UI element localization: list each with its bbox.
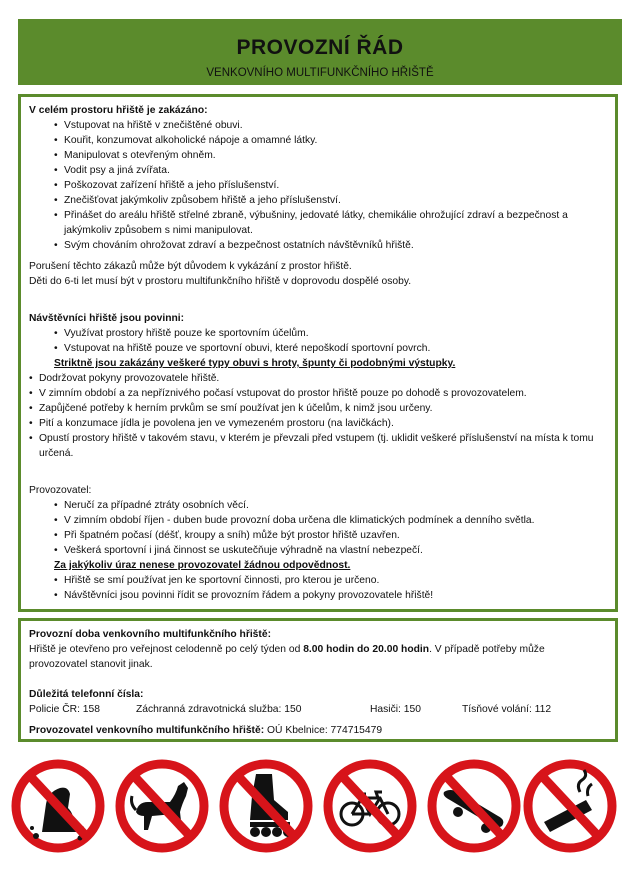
list-item: • Poškozovat zařízení hřiště a jeho příslušenství. bbox=[29, 178, 607, 193]
list-item: • Manipulovat s otevřeným ohněm. bbox=[29, 148, 607, 163]
list-item: • Vstupovat na hřiště v znečištěné obuvi. bbox=[29, 118, 607, 133]
list-item: • Vodit psy a jiná zvířata. bbox=[29, 163, 607, 178]
forbidden-list bbox=[29, 118, 607, 253]
list-item: • Zapůjčené potřeby k herním prvkům se smí používat jen k účelům, k nimž jsou určeny. bbox=[29, 401, 607, 416]
phone-emergency: Tísňové volání: 112 bbox=[462, 704, 552, 715]
no-rollerblades-icon bbox=[216, 752, 316, 860]
no-dirty-shoes-icon bbox=[8, 752, 108, 860]
visitors-list-a bbox=[29, 326, 607, 356]
operator-heading: Provozovatel: bbox=[29, 485, 92, 496]
list-item: • Dodržovat pokyny provozovatele hřiště. bbox=[29, 371, 607, 386]
hours-value: 8.00 hodin do 20.00 hodin bbox=[303, 644, 430, 655]
phone-firefighters: Hasiči: 150 bbox=[370, 704, 421, 715]
list-item: • Veškerá sportovní i jiná činnost se uskutečňuje výhradně na vlastní nebezpečí. bbox=[29, 543, 607, 558]
no-skateboards-icon bbox=[424, 752, 524, 860]
forbidden-note-children: Děti do 6-ti let musí být v prostoru multifunkčního hřiště v doprovodu dospělé osoby. bbox=[29, 276, 412, 287]
list-item: • Hřiště se smí používat jen ke sportovní činnosti, pro kterou je určeno. bbox=[29, 573, 607, 588]
header-banner bbox=[18, 19, 622, 85]
phones-heading: Důležitá telefonní čísla: bbox=[29, 689, 144, 700]
list-item: • Kouřit, konzumovat alkoholické nápoje a omamné látky. bbox=[29, 133, 607, 148]
rules-box bbox=[18, 94, 618, 612]
phone-list bbox=[29, 702, 607, 717]
list-item: • Vstupovat na hřiště pouze ve sportovní obuvi, které nepoškodí sportovní povrch. bbox=[29, 341, 607, 356]
list-item: • Opustí prostory hřiště v takovém stavu, v kterém je převzali před vstupem (tj. uklidit veškeré příslušenství na místa k tomu určená. bbox=[29, 431, 607, 461]
page-title: PROVOZNÍ ŘÁD bbox=[236, 36, 404, 59]
no-dogs-icon bbox=[112, 752, 212, 860]
list-item: • Přinášet do areálu hřiště střelné zbraně, výbušniny, jedovaté látky, chemikálie ohrožující zdraví a bezpečnost a jakýmkoliv způsobem s nimi manipulovat. bbox=[29, 208, 607, 238]
list-item: • Znečišťovat jakýmkoliv způsobem hřiště a jeho příslušenství. bbox=[29, 193, 607, 208]
page-subtitle: VENKOVNÍHO MULTIFUNKČNÍHO HŘIŠTĚ bbox=[206, 67, 434, 79]
list-item: • Při špatném počasí (déšť, kroupy a sníh) může být prostor hřiště uzavřen. bbox=[29, 528, 607, 543]
forbidden-heading: V celém prostoru hřiště je zakázáno: bbox=[29, 105, 208, 116]
no-smoking-icon bbox=[520, 752, 620, 860]
list-item: • V zimním období říjen - duben bude provozní doba určena dle klimatických podmínek a denního světla. bbox=[29, 513, 607, 528]
list-item: • Pití a konzumace jídla je povolena jen ve vymezeném prostoru (na lavičkách). bbox=[29, 416, 607, 431]
hours-text: Hřiště je otevřeno pro veřejnost celodenně po celý týden od 8.00 hodin do 20.00 hodin. V případě potřeby může bbox=[29, 644, 545, 655]
operator-contact: Provozovatel venkovního multifunkčního hřiště: OÚ Kbelnice: 774715479 bbox=[29, 725, 383, 736]
hours-text-cont: provozovatel stanovit jinak. bbox=[29, 659, 153, 670]
shoe-restriction-note: Striktně jsou zakázány veškeré typy obuvi s hroty, špunty či podobnými výstupky. bbox=[54, 358, 456, 369]
hours-heading: Provozní doba venkovního multifunkčního hřiště: bbox=[29, 629, 271, 640]
operator-list-b bbox=[29, 573, 607, 603]
phone-police: Policie ČR: 158 bbox=[29, 704, 100, 715]
phone-ambulance: Záchranná zdravotnická služba: 150 bbox=[136, 704, 302, 715]
no-bicycles-icon bbox=[320, 752, 420, 860]
visitors-list-b bbox=[29, 371, 607, 461]
prohibition-signs bbox=[8, 752, 620, 862]
list-item: • Využívat prostory hřiště pouze ke sportovním účelům. bbox=[29, 326, 607, 341]
info-box bbox=[18, 618, 618, 742]
operator-list-a bbox=[29, 498, 607, 558]
liability-note: Za jakýkoliv úraz nenese provozovatel žádnou odpovědnost. bbox=[54, 560, 351, 571]
forbidden-note-violation: Porušení těchto zákazů může být důvodem k vykázání z prostor hřiště. bbox=[29, 261, 352, 272]
list-item: • Neručí za případné ztráty osobních věcí. bbox=[29, 498, 607, 513]
list-item: • Návštěvníci jsou povinni řídit se provozním řádem a pokyny provozovatele hřiště! bbox=[29, 588, 607, 603]
list-item: • Svým chováním ohrožovat zdraví a bezpečnost ostatních návštěvníků hřiště. bbox=[29, 238, 607, 253]
list-item: • V zimním období a za nepříznivého počasí vstupovat do prostor hřiště pouze po dohodě s provozovatelem. bbox=[29, 386, 607, 401]
visitors-heading: Návštěvníci hřiště jsou povinni: bbox=[29, 313, 185, 324]
